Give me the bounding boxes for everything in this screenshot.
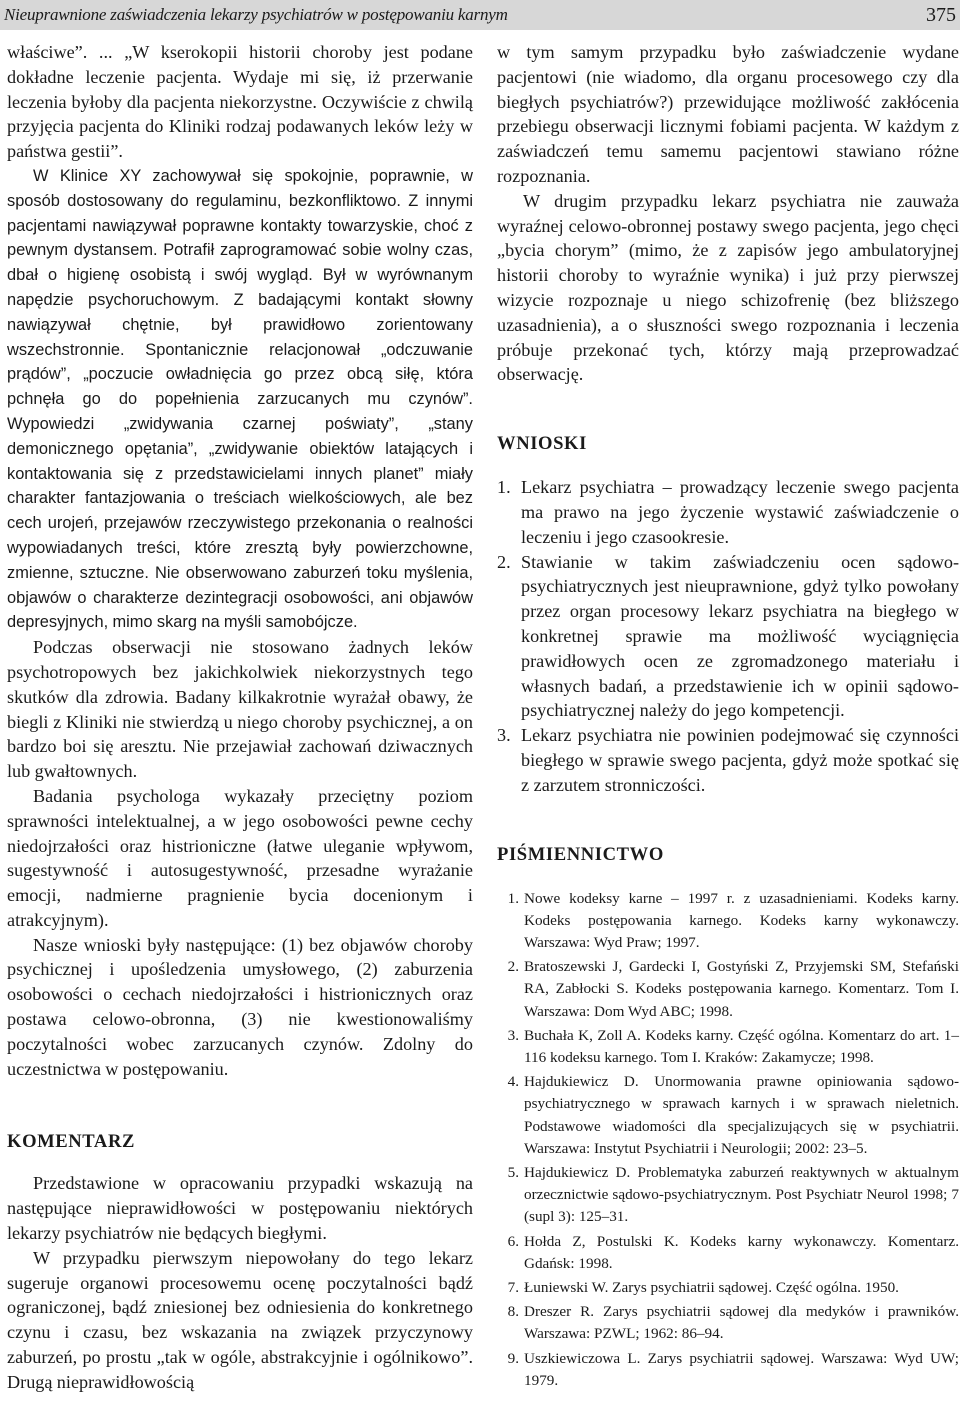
reference-number: 7.	[507, 1278, 519, 1296]
conclusion-item	[497, 723, 959, 797]
reference-item	[497, 1277, 959, 1299]
reference-number: 4.	[507, 1073, 519, 1091]
body-paragraph: właściwe”. ... „W kserokopii historii choroby jest podane dokładne leczenie pacjenta. Wydaje mi się, iż przerwanie leczenia byłoby dla pacjenta niekorzystne. Oczywiście z chwilą przyjęcia pacjenta do Kliniki rodzaj podawanych leków leży w państwa gestii”.	[7, 42, 473, 162]
reference-text: Buchała K, Zoll A. Kodeks karny. Część ogólna. Komentarz do art. 1–116 kodeksu karnego. Tom I. Kraków: Zakamycze; 1998.	[524, 1026, 959, 1066]
reference-item	[497, 1071, 959, 1160]
reference-number: 3.	[507, 1026, 519, 1044]
reference-text: Hajdukiewicz D. Problematyka zaburzeń reaktywnych w aktualnym orzecznictwie sądowo-psychiatrycznym. Post Psychiatr Neurol 1998; 7 (supl 3): 125–31.	[524, 1163, 959, 1226]
reference-text: Dreszer R. Zarys psychiatrii sądowej dla medyków i prawników. Warszawa: PZWL; 1962: 86–94.	[524, 1303, 959, 1343]
reference-number: 6.	[507, 1232, 519, 1250]
body-paragraph: W Klinice XY zachowywał się spokojnie, poprawnie, w sposób dostosowany do regulaminu, bezkonfliktowo. Z innymi pacjentami nawiązywał poprawne kontakty towarzyskie, choć z pewnym dystansem. Potrafił zaprogramować sobie wolny czas, dbał o higienę osobistą i swój wygląd. Był w wyrównanym napędzie psychoruchowym. Z badającymi kontakt słowny nawiązywał chętnie, był prawidłowo zorientowany wszechstronnie. Spontanicznie relacjonował „odczuwanie prądów”, „poczucie owładnięcia go przez obcą siłę, która pchnęła go do popełnienia zarzucanych mu czynów”. Wypowiedzi „zwidywania czarnej poświaty”, „stany demonicznego opętania”, „zwidywanie obiektów latających i kontaktowania się z przedstawicielami innych planet” miały charakter fantazjowania o treściach wielkościowych, ale bez cech urojeń, przejawów rzeczywistego przekonania o realności wypowiadanych treści, które zresztą były powierzchowne, zmienne, sztuczne. Nie obserwowano zaburzeń toku myślenia, objawów o charakterze dezintegracji osobowości, ani objawów depresyjnych, mimo skarg na myśli samobójcze.	[7, 166, 473, 632]
reference-item	[497, 1301, 959, 1345]
conclusion-text: Lekarz psychiatra – prowadzący leczenie swego pacjenta ma prawo na jego życzenie wystawić zaświadczenie o leczeniu i jego czasookresie.	[521, 477, 959, 547]
body-paragraph: w tym samym przypadku było zaświadczenie wydane pacjentowi (nie wiadomo, dla organu procesowego czy dla biegłych psychiatrów?) przewidujące możliwość zakłócenia przebiegu obserwacji licznymi fobiami pacjenta. W każdym z zaświadczeń temu samemu pacjentowi stawiano różne rozpoznania.	[497, 42, 959, 186]
conclusion-text: Lekarz psychiatra nie powinien podejmować się czynności biegłego w sprawie swego pacjenta, gdyż może spotkać się z zarzutem stronniczości.	[521, 725, 959, 795]
body-paragraph: W przypadku pierwszym niepowołany do tego lekarz sugeruje organowi procesowemu ocenę poczytalności bądź ograniczonej, bądź zniesionej bez odniesienia do konkretnego czynu i czasu, bez wskazania na związek przyczynowy zaburzeń, po prostu „tak w ogóle, abstrakcyjnie i ogólnikowo”. Drugą nieprawidłowością	[7, 1247, 473, 1392]
reference-text: Hajdukiewicz D. Unormowania prawne opiniowania sądowo-psychiatrycznego w sprawach karnych i w sprawach nieletnich. Podstawowe wiadomości dla specjalizujących się w psychiatrii. Warszawa: Instytut Psychiatrii i Neurologii; 2002: 23–5.	[524, 1073, 959, 1157]
running-title: Nieuprawnione zaświadczenia lekarzy psychiatrów w postępowaniu karnym	[4, 5, 508, 24]
reference-number: 2.	[507, 958, 519, 976]
right-column	[497, 40, 959, 1394]
reference-number: 8.	[507, 1303, 519, 1321]
section-heading-references: PIŚMIENNICTWO	[497, 843, 664, 865]
body-paragraph: Podczas obserwacji nie stosowano żadnych leków psychotropowych bez jakichkolwiek niekorzystnych tego skutków dla zdrowia. Badany kilkakrotnie wyrażał obawy, że biegli z Kliniki nie stwierdzą u niego choroby psychicznej, a on bardzo boi się aresztu. Nie przejawiał zachowań dziwacznych lub gwałtownych.	[7, 637, 473, 782]
left-column	[7, 40, 473, 1395]
reference-number: 5.	[507, 1163, 519, 1181]
reference-text: Uszkiewiczowa L. Zarys psychiatrii sądowej. Warszawa: Wyd UW; 1979.	[524, 1349, 959, 1389]
conclusion-item	[497, 475, 959, 549]
reference-number: 1.	[507, 889, 519, 907]
reference-text: Bratoszewski J, Gardecki I, Gostyński Z, Przyjemski SM, Stefański RA, Zabłocki S. Kodeks postępowania karnego. Komentarz. Tom I. Warszawa: Dom Wyd ABC; 1998.	[524, 958, 959, 1020]
reference-item	[497, 1231, 959, 1275]
conclusion-item	[497, 550, 959, 724]
reference-text: Łuniewski W. Zarys psychiatrii sądowej. Część ogólna. 1950.	[524, 1278, 899, 1296]
reference-number: 9.	[507, 1349, 519, 1367]
page-number: 375	[926, 4, 956, 26]
body-paragraph: Przedstawione w opracowaniu przypadki wskazują na następujące nieprawidłowości w postępowaniu niektórych lekarzy psychiatrów nie będących biegłymi.	[7, 1173, 473, 1244]
conclusion-number: 1.	[497, 477, 511, 498]
reference-text: Hołda Z, Postulski K. Kodeks karny wykonawczy. Komentarz. Gdańsk: 1998.	[524, 1232, 959, 1272]
body-paragraph: Nasze wnioski były następujące: (1) bez objawów choroby psychicznej i upośledzenia umysłowego, (2) zaburzenia osobowości o cechach niedojrzałości i histrionicznych oraz postawa celowo-obronna, (3) nie kwestionowaliśmy poczytalności wobec zarzucanych czynów. Zdolny do uczestnictwa w postępowaniu.	[7, 934, 473, 1079]
reference-text: Nowe kodeksy karne – 1997 r. z uzasadnieniami. Kodeks karny. Kodeks postępowania karnego. Kodeks karny wykonawczy. Warszawa: Wyd Praw; 1997.	[524, 889, 959, 951]
conclusion-text: Stawianie w takim zaświadczeniu ocen sądowo-psychiatrycznych jest nieuprawnione, gdyż tylko powołany przez organ procesowy lekarz psychiatra na biegłego w konkretnej sprawie ma możliwość wyciągnięcia prawidłowych ocen ze zgromadzonego materiału i własnych badań, a przedstawienie ich w opinii sądowo-psychiatrycznej należy do jego kompetencji.	[521, 551, 959, 721]
section-heading-wnioski: WNIOSKI	[497, 433, 587, 455]
page-header	[0, 0, 960, 30]
conclusion-number: 3.	[497, 725, 511, 746]
body-paragraph: W drugim przypadku lekarz psychiatra nie zauważa wyraźnej celowo-obronnej postawy swego pacjenta, jego chęci „bycia chorym” (mimo, że z zapisów jego ambulatoryjnej historii choroby to wyraźnie wynika) i już przy pierwszej wizycie rozpoznaje u niego schizofrenię (bez bliższego uzasadnienia), a o słuszności swego rozpoznania i leczenia próbuje przekonać tych, którzy mają przeprowadzać obserwację.	[497, 190, 959, 385]
reference-item	[497, 1025, 959, 1069]
reference-item	[497, 956, 959, 1023]
conclusion-number: 2.	[497, 551, 511, 572]
reference-item	[497, 1162, 959, 1229]
body-paragraph: Badania psychologa wykazały przeciętny poziom sprawności intelektualnej, a w jego osobowości pewne cechy niedojrzałości oraz histrioniczne (łatwe uleganie wpływom, sugestywność i autosugestywność, przesadne wyrażanie emocji, nadmierne pragnienie bycia docenionym i atrakcyjnym).	[7, 785, 473, 930]
reference-item	[497, 1348, 959, 1392]
reference-item	[497, 888, 959, 955]
section-heading-komentarz: KOMENTARZ	[7, 1131, 135, 1153]
